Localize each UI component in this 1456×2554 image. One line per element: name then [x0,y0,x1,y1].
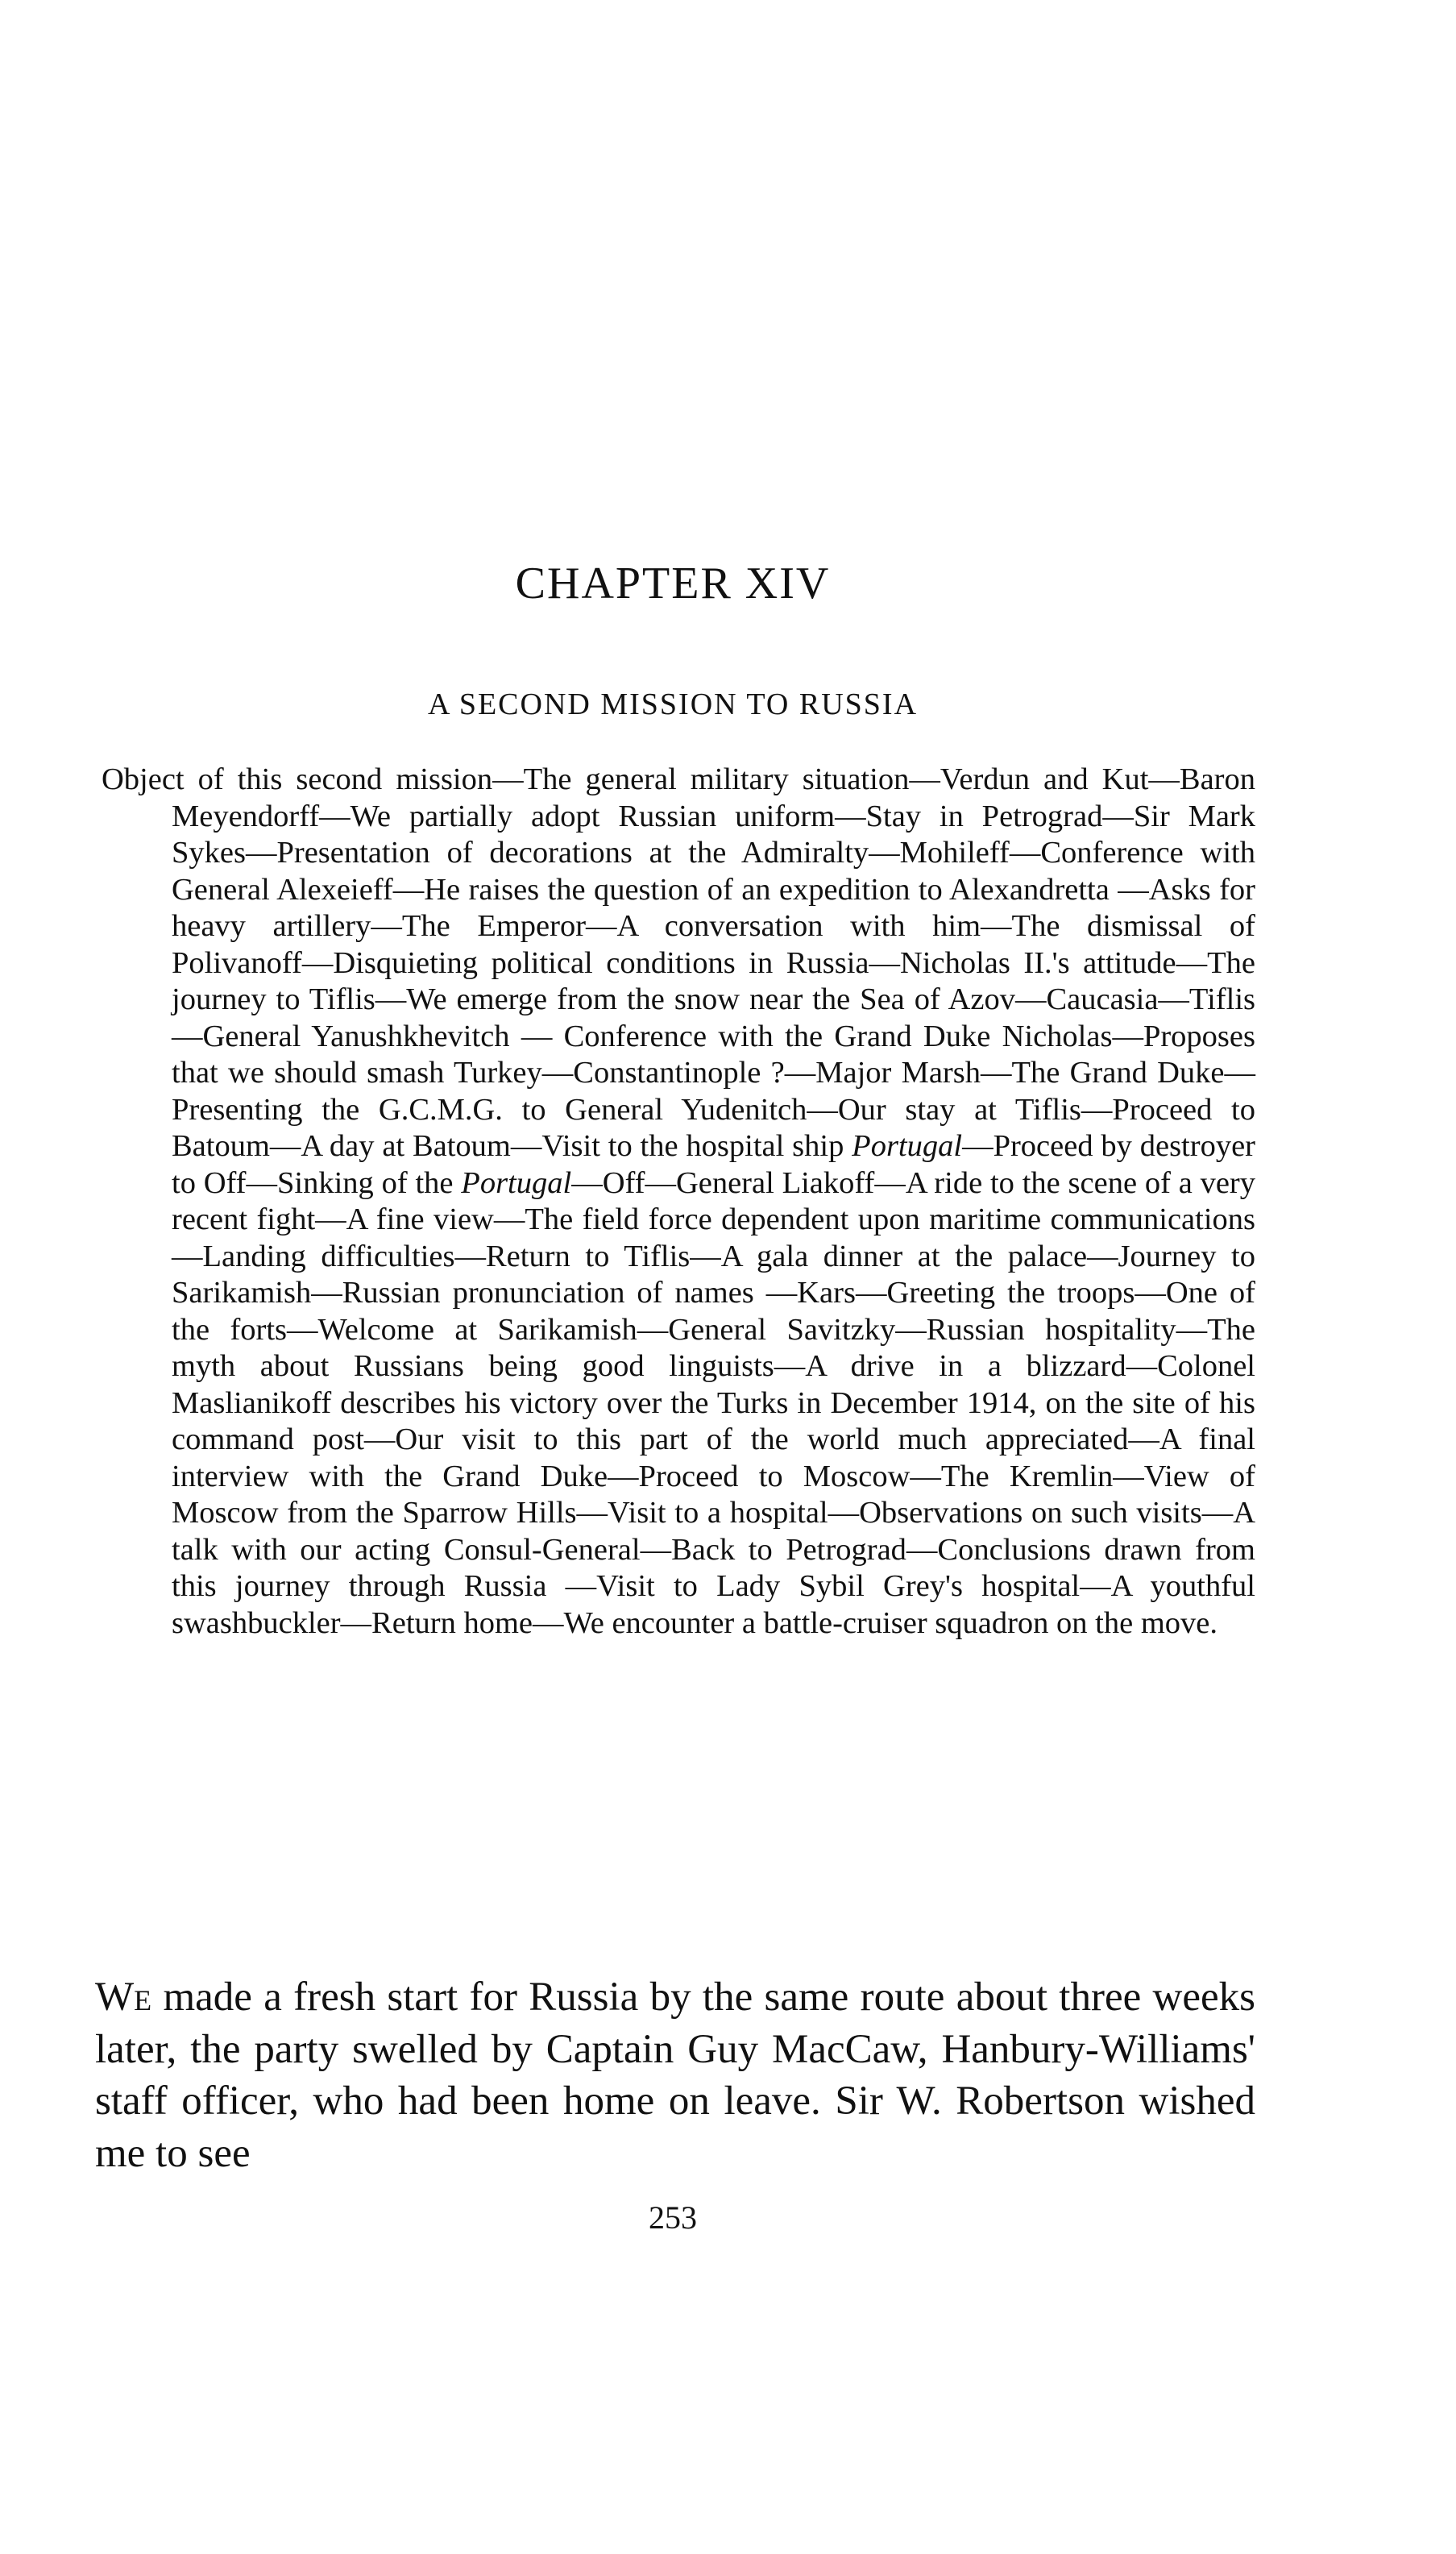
page-number: 253 [649,2199,697,2236]
body-paragraph-text: made a fresh start for Russia by the same route about three weeks later, the party swelled by Captain Guy MacCaw, Hanbury-Williams' staff officer, who had been home on leave. Sir W. Robertson wished me to see [95,1975,1255,2176]
synopsis-text-part-1: Object of this second mission—The general military situation—Verdun and Kut—Baron Meyendorff—We partially adopt Russian uniform—Stay in Petrograd—Sir Mark Sykes—Presentation of decorations at the Admiralty—Mohileff—Conference with General Alexeieff—He raises the question of an expedition to Alexandretta —Asks for heavy artillery—The Emperor—A conversation with him—The dismissal of Polivanoff—Disquieting political conditions in Russia—Nicholas II.'s attitude—The journey to Tiflis—We emerge from the snow near the Sea of Azov—Caucasia—Tiflis—General Yanushkhevitch — Conference with the Grand Duke Nicholas—Proposes that we should smash Turkey—Constantinople ?—Major Marsh—The Grand Duke—Presenting the G.C.M.G. to General Yudenitch—Our stay at Tiflis—Proceed to Batoum—A day at Batoum—Visit to the hospital ship [102,762,1255,1163]
chapter-title: CHAPTER XIV [515,559,831,608]
chapter-subtitle: A SECOND MISSION TO RUSSIA [427,687,919,721]
ship-name-portugal-2: Portugal [461,1165,572,1200]
synopsis-text-part-3: —Off—General Liakoff—A ride to the scene of a very recent fight—A fine view—The field force dependent upon maritime communications—Landing difficulties—Return to Tiflis—A gala dinner at the palace—Journey to Sarikamish—Russian pronunciation of names —Kars—Greeting the troops—One of the forts—Welcome at Sarikamish—General Savitzky—Russian hospitality—The myth about Russians being good linguists—A drive in a blizzard—Colonel Maslianikoff describes his victory over the Turks in December 1914, on the site of his command post—Our visit to this part of the world much appreciated—A final interview with the Grand Duke—Proceed to Moscow—The Kremlin—View of Moscow from the Sparrow Hills—Visit to a hospital—Observations on such visits—A talk with our acting Consul-General—Back to Petrograd—Conclusions drawn from this journey through Russia —Visit to Lady Sybil Grey's hospital—A youthful swashbuckler—Return home—We encounter a battle-cruiser squadron on the move. [172,1165,1255,1640]
ship-name-portugal: Portugal [852,1129,963,1163]
body-paragraph [95,1971,1255,2179]
opening-word-rest: e [134,1975,152,2020]
chapter-synopsis [102,762,1255,1642]
opening-capital: W [95,1975,135,2020]
synopsis-text-part-2: —Proceed by destroyer to Off—Sinking of the [172,1129,1255,1200]
